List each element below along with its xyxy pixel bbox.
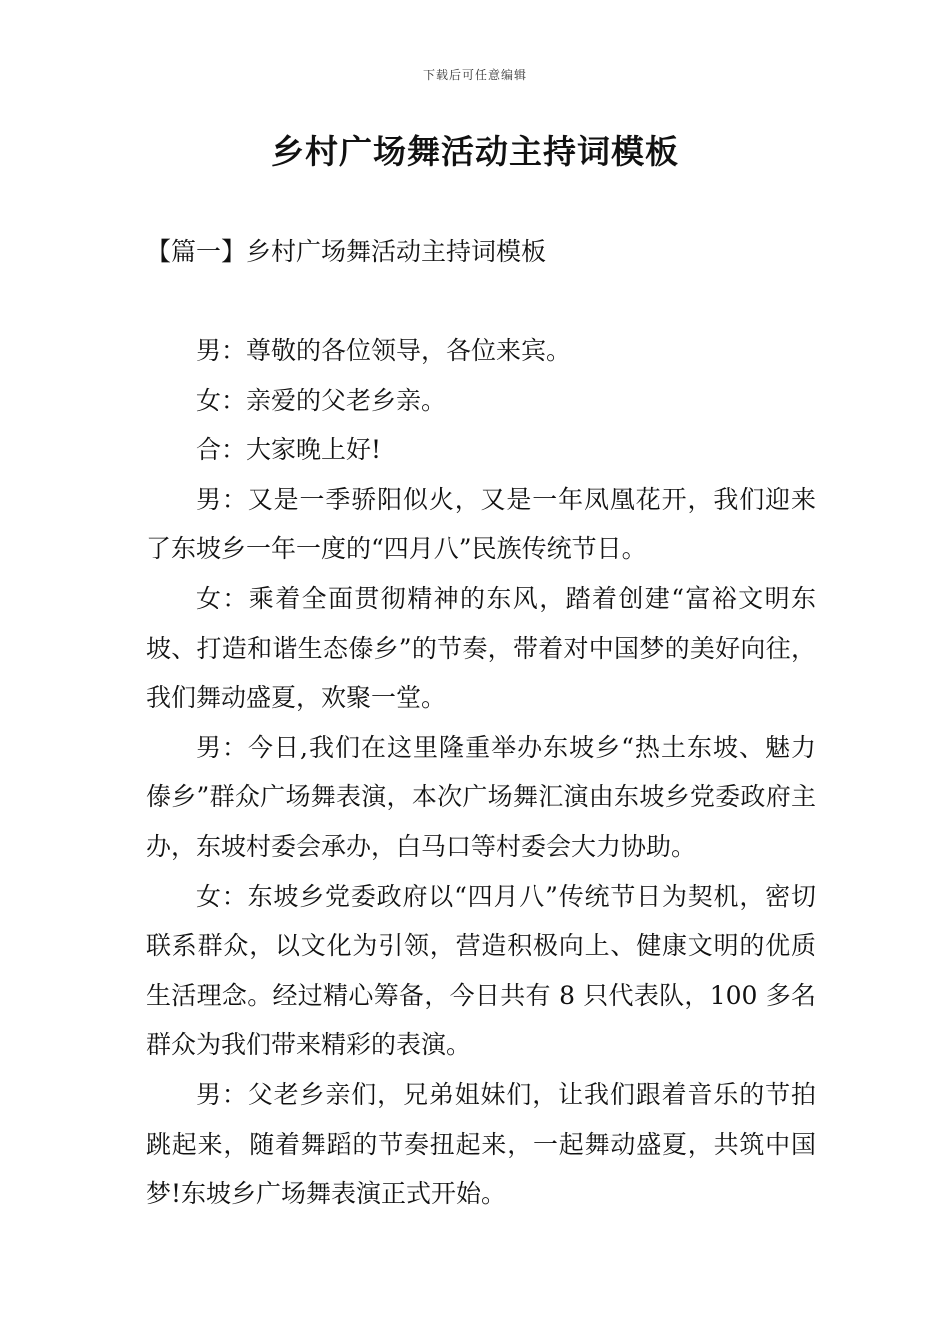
paragraph: 合：大家晚上好!	[196, 435, 382, 465]
paragraph: 女：乘着全面贯彻精神的东风，踏着创建“富裕文明东坡、打造和谐生态傣乡”的节奏，带着对中国梦的美好向往，我们舞动盛夏，欢聚一堂。	[146, 583, 816, 713]
paragraph: 男：又是一季骄阳似火，又是一年凤凰花开，我们迎来了东坡乡一年一度的“四月八”民族传统节日。	[146, 484, 816, 564]
paragraph: 男：今日,我们在这里隆重举办东坡乡“热土东坡、魅力傣乡”群众广场舞表演，本次广场舞汇演由东坡乡党委政府主办，东坡村委会承办，白马口等村委会大力协助。	[146, 732, 816, 861]
document-body	[146, 326, 816, 1219]
paragraph: 女：东坡乡党委政府以“四月八”传统节日为契机，密切联系群众，以文化为引领，营造积极向上、健康文明的优质生活理念。经过精心筹备，今日共有 8 只代表队，100 多名群众为我们带来精彩的表演。	[146, 881, 816, 1060]
paragraph: 男：尊敬的各位领导，各位来宾。	[196, 336, 572, 365]
section-heading: 【篇一】乡村广场舞活动主持词模板	[146, 237, 547, 266]
paragraph: 女：亲爱的父老乡亲。	[196, 385, 447, 415]
document-title: 乡村广场舞活动主持词模板	[271, 132, 679, 171]
paragraph: 男：父老乡亲们，兄弟姐妹们，让我们跟着音乐的节拍跳起来，随着舞蹈的节奏扭起来，一起舞动盛夏，共筑中国梦!东坡乡广场舞表演正式开始。	[146, 1079, 816, 1209]
header-note: 下载后可任意编辑	[422, 68, 527, 82]
